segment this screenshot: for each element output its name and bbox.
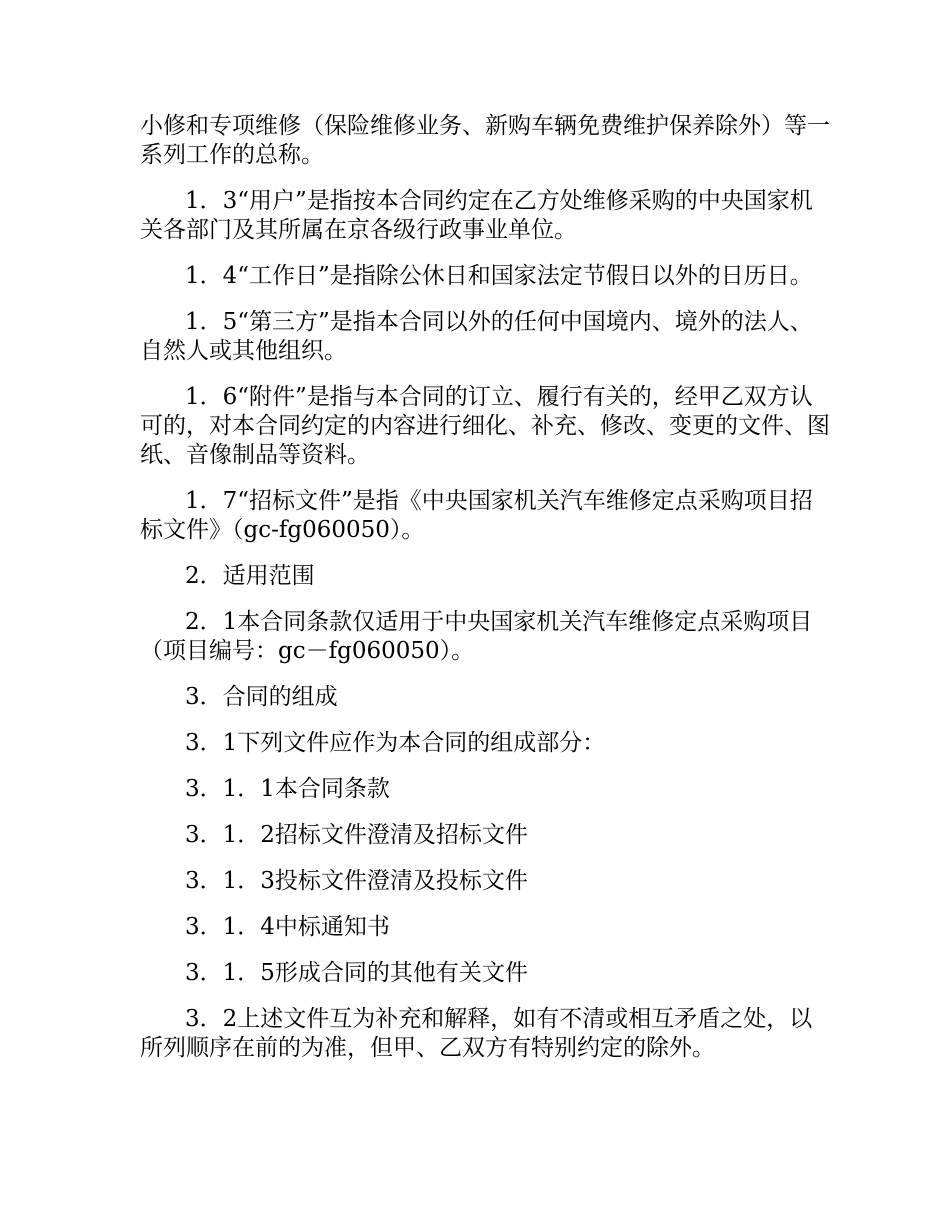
- document-body: [140, 112, 830, 1080]
- paragraph-1-5-third-party: 1．5“第三方”是指本合同以外的任何中国境内、境外的法人、自然人或其他组织。: [140, 309, 813, 364]
- paragraph-3-1-components: 3．1下列文件应作为本合同的组成部分：: [185, 730, 606, 756]
- heading-2-scope: 2．适用范围: [185, 563, 315, 589]
- paragraph-1-3-user: 1．3“用户”是指按本合同约定在乙方处维修采购的中央国家机关各部门及其所属在京各级行政事业单位。: [140, 188, 813, 243]
- heading-3-composition: 3．合同的组成: [185, 684, 338, 710]
- paragraph-3-2-precedence: 3．2上述文件互为补充和解释，如有不清或相互矛盾之处，以所列顺序在前的为准，但甲、乙双方有特别约定的除外。: [140, 1006, 813, 1061]
- paragraph-1-4-workday: 1．4“工作日”是指除公休日和国家法定节假日以外的日历日。: [185, 263, 813, 289]
- list-item-3-1-5: 3．1．5形成合同的其他有关文件: [185, 960, 528, 986]
- paragraph-1-6-attachment: 1．6“附件”是指与本合同的订立、履行有关的，经甲乙双方认可的，对本合同约定的内容进行细化、补充、修改、变更的文件、图纸、音像制品等资料。: [140, 384, 830, 468]
- paragraph-1-7-tender-docs: 1．7“招标文件”是指《中央国家机关汽车维修定点采购项目招标文件》（gc-fg060050）。: [140, 488, 813, 543]
- list-item-3-1-2: 3．1．2招标文件澄清及招标文件: [185, 822, 528, 848]
- list-item-3-1-1: 3．1．1本合同条款: [185, 776, 390, 802]
- list-item-3-1-4: 3．1．4中标通知书: [185, 914, 390, 940]
- paragraph-2-1-applicability: 2．1本合同条款仅适用于中央国家机关汽车维修定点采购项目（项目编号：gc－fg060050）。: [140, 609, 813, 664]
- paragraph-definition-continued: 小修和专项维修（保险维修业务、新购车辆免费维护保养除外）等一系列工作的总称。: [140, 113, 830, 168]
- list-item-3-1-3: 3．1．3投标文件澄清及投标文件: [185, 868, 528, 894]
